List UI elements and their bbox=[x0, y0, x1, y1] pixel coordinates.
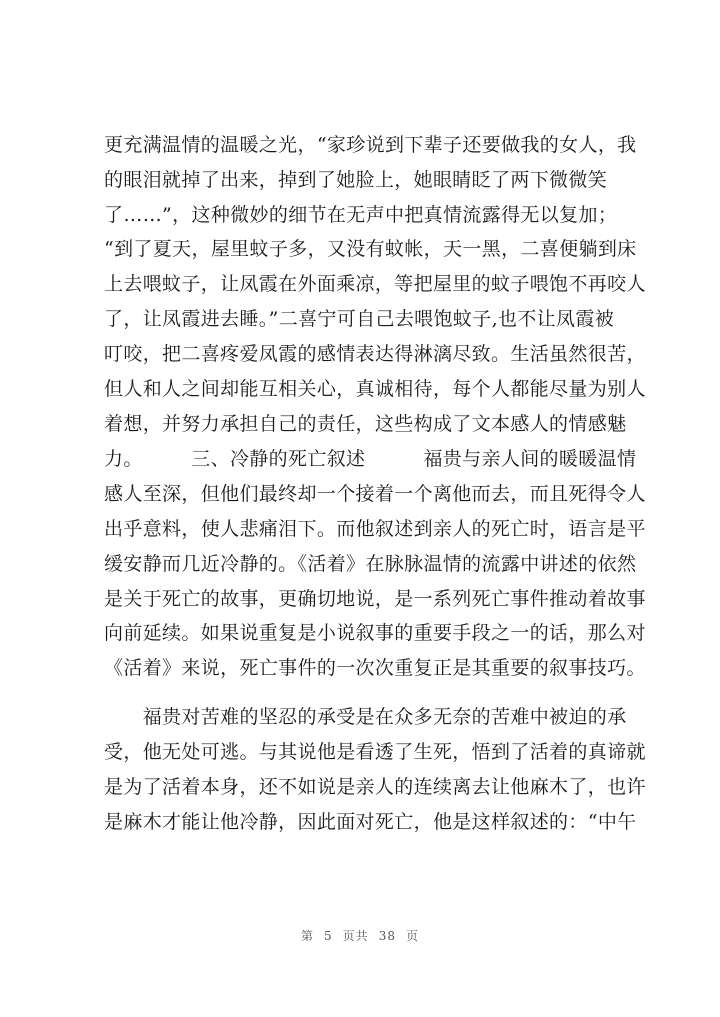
text-line: 的眼泪就掉了出来，掉到了她脸上，她眼睛眨了两下微微笑 bbox=[104, 169, 608, 191]
text-line: 更充满温情的温暖之光，“家珍说到下辈子还要做我的女人，我 bbox=[104, 134, 637, 156]
current-page-number: 5 bbox=[324, 929, 333, 943]
text-line: 但人和人之间却能互相关心，真诚相待，每个人都能尽量为别人 bbox=[104, 378, 646, 400]
text-line: 福贵对苦难的坚忍的承受是在众多无奈的苦难中被迫的承 bbox=[104, 706, 627, 728]
text-line: 着想，并努力承担自己的责任，这些构成了文本感人的情感魅 bbox=[104, 413, 627, 435]
text-line: 叮咬，把二喜疼爱凤霞的感情表达得淋漓尽致。生活虽然很苦， bbox=[104, 343, 646, 365]
page-footer bbox=[0, 927, 720, 944]
text-line: 出乎意料，使人悲痛泪下。而他叙述到亲人的死亡时，语言是平 bbox=[104, 518, 646, 540]
footer-suffix: 页 bbox=[405, 929, 419, 943]
text-line: “到了夏天，屋里蚊子多，又没有蚊帐，天一黑，二喜便躺到床 bbox=[104, 238, 637, 260]
text-line: 《活着》来说，死亡事件的一次次重复正是其重要的叙事技巧。 bbox=[104, 657, 646, 679]
text-line: 了……”，这种微妙的细节在无声中把真情流露得无以复加； bbox=[104, 204, 618, 226]
text-line: 缓安静而几近冷静的。《活着》在脉脉温情的流露中讲述的依然 bbox=[104, 553, 637, 575]
text-line: 了，让凤霞进去睡。”二喜宁可自己去喂饱蚊子,也不让凤霞被 bbox=[104, 308, 615, 330]
footer-prefix: 第 bbox=[301, 929, 315, 943]
text-line: 是麻木才能让他冷静，因此面对死亡，他是这样叙述的：“中午 bbox=[104, 811, 637, 833]
total-pages-number: 38 bbox=[378, 929, 396, 943]
text-line: 感人至深，但他们最终却一个接着一个离他而去，而且死得令人 bbox=[104, 483, 646, 505]
text-line: 向前延续。如果说重复是小说叙事的重要手段之一的话，那么对 bbox=[104, 622, 646, 644]
text-line: 是关于死亡的故事，更确切地说，是一系列死亡事件推动着故事 bbox=[104, 588, 646, 610]
text-line: 是为了活着本身，还不如说是亲人的连续离去让他麻木了，也许 bbox=[104, 776, 646, 798]
footer-middle: 页共 bbox=[342, 929, 369, 943]
text-line: 上去喂蚊子，让凤霞在外面乘凉，等把屋里的蚊子喂饱不再咬人 bbox=[104, 273, 646, 295]
text-line: 力。 三、冷静的死亡叙述 福贵与亲人间的暖暖温情 bbox=[104, 448, 637, 470]
text-line: 受，他无处可逃。与其说他是看透了生死，悟到了活着的真谛就 bbox=[104, 741, 646, 763]
